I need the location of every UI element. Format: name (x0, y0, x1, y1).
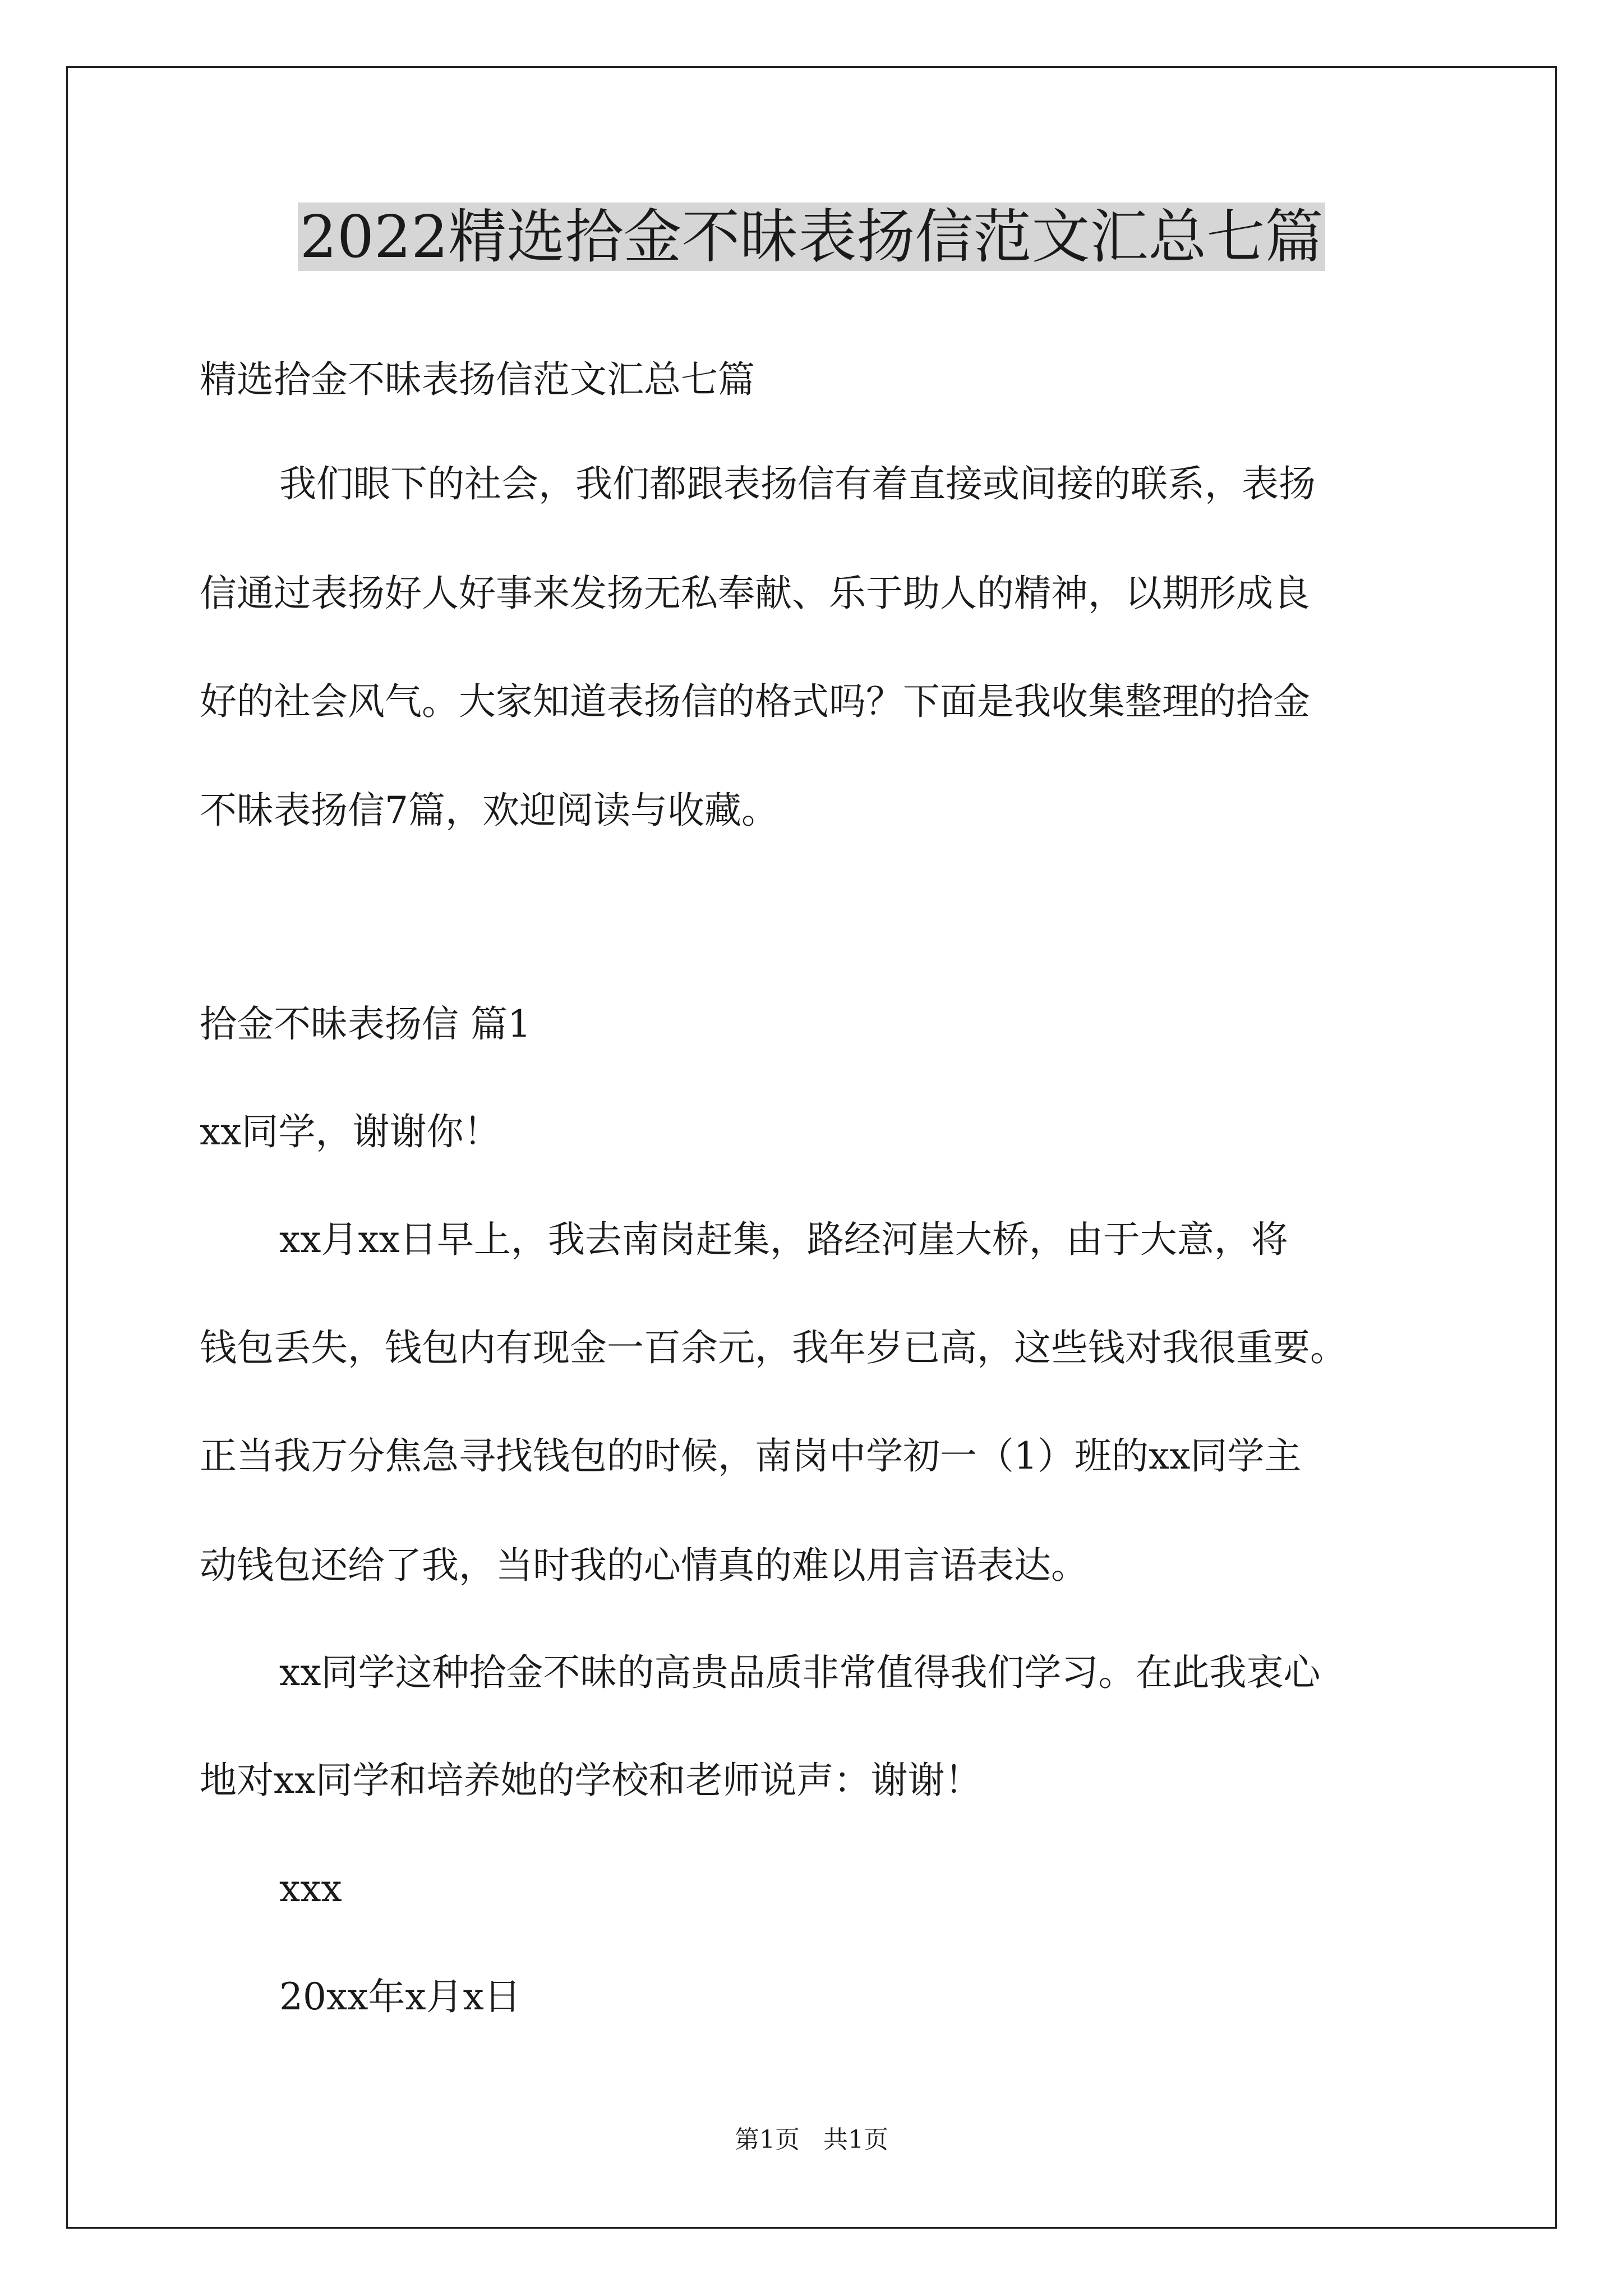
intro-line: 不昧表扬信7篇，欢迎阅读与收藏。 (200, 789, 778, 832)
page-total: 共1页 (823, 2125, 888, 2154)
section-heading: 拾金不昧表扬信 篇1 (200, 1002, 531, 1046)
paragraph-line: 地对xx同学和培养她的学校和老师说声：谢谢！ (200, 1759, 982, 1802)
document-title (0, 197, 1623, 276)
intro-line: 好的社会风气。大家知道表扬信的格式吗？下面是我收集整理的拾金 (200, 680, 1310, 723)
date: 20xx年x月x日 (279, 1975, 521, 2018)
subtitle: 精选拾金不昧表扬信范文汇总七篇 (200, 358, 755, 401)
intro-line: 我们眼下的社会，我们都跟表扬信有着直接或间接的联系，表扬 (279, 462, 1316, 505)
page-number: 第1页 (735, 2125, 800, 2154)
paragraph-line: 正当我万分焦急寻找钱包的时候，南岗中学初一（1）班的xx同学主 (200, 1434, 1302, 1478)
document-title-text: 2022精选拾金不昧表扬信范文汇总七篇 (298, 203, 1326, 271)
salutation: xx同学，谢谢你！ (200, 1110, 501, 1153)
signature: xxx (279, 1867, 342, 1910)
paragraph-line: 钱包丢失，钱包内有现金一百余元，我年岁已高，这些钱对我很重要。 (200, 1326, 1347, 1369)
paragraph-line: xx月xx日早上，我去南岗赶集，路经河崖大桥，由于大意，将 (279, 1218, 1288, 1261)
intro-line: 信通过表扬好人好事来发扬无私奉献、乐于助人的精神，以期形成良 (200, 572, 1310, 615)
paragraph-line: 动钱包还给了我，当时我的心情真的难以用言语表达。 (200, 1544, 1088, 1587)
paragraph-line: xx同学这种拾金不昧的高贵品质非常值得我们学习。在此我衷心 (279, 1651, 1321, 1694)
page-footer (0, 2123, 1623, 2157)
